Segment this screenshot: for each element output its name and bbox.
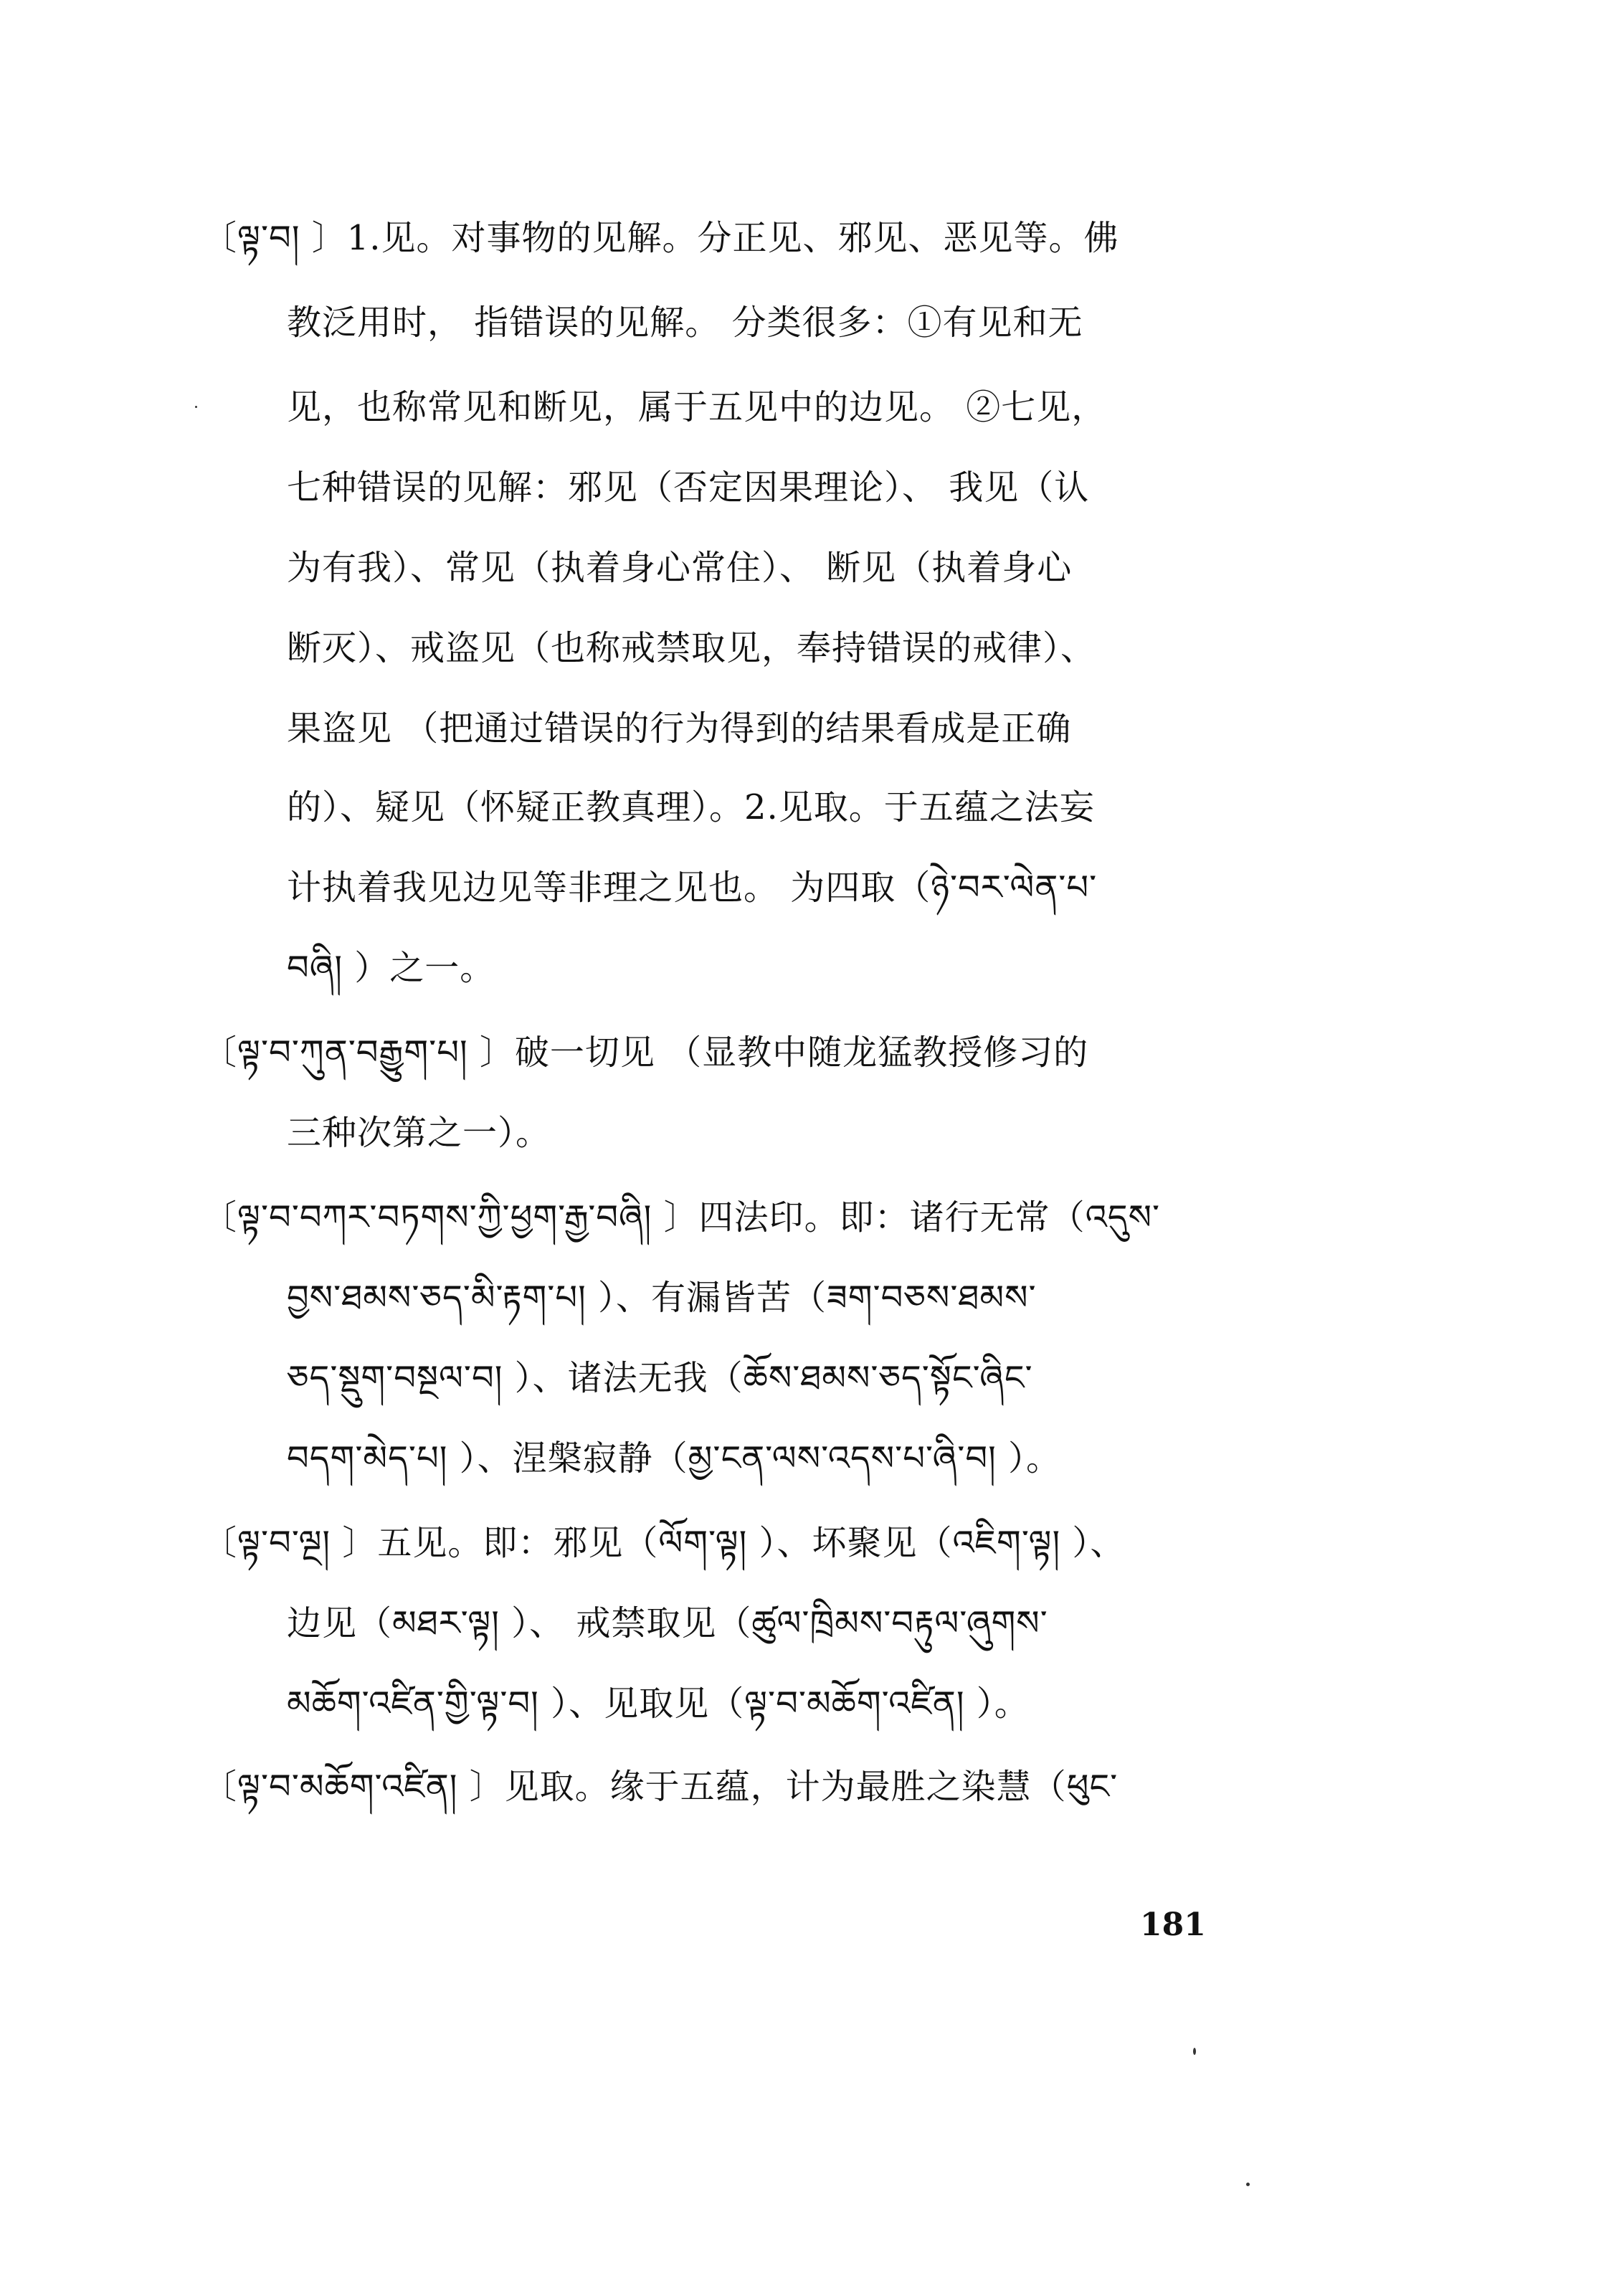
page-number: 181 <box>1140 1907 1206 1943</box>
entry-1-line-3: 见，也称常见和断见，属于五见中的边见。 ②七见， <box>287 387 1107 427</box>
entry-1-line-8: 的）、疑见（怀疑正教真理）。2.见取。于五蕴之法妄 <box>287 787 1095 827</box>
entry-1-line-5: 为有我）、常见（执着身心常住）、 断见（执着身心 <box>287 548 1073 588</box>
entry-1-line-4: 七种错误的见解：邪见（否定因果理论）、 我见（认 <box>287 467 1090 508</box>
entry-1-line-10: བཞི། ）之一。 <box>287 948 495 988</box>
scan-speck <box>1246 2183 1250 2186</box>
entry-2-line-2: 三种次第之一）。 <box>287 1113 551 1153</box>
entry-4-line-2: 边见（མཐར་ལྟ། ）、 戒禁取见（ཚུལ་ཁྲིམས་བརྟུལ་ཞུགས་ <box>287 1603 1048 1643</box>
entry-5-headword-line: 〔ལྟ་བ་མཆོག་འཛིན། 〕见取。缘于五蕴，计为最胜之染慧（ཕུང་ <box>202 1767 1119 1807</box>
entry-3-line-3: ཅད་སྡུག་བསྔལ་བ། ）、诸法无我（ཆོས་ཐམས་ཅད་སྟོང་ཞིང་ <box>287 1358 1033 1398</box>
entry-4-line-3: མཆོག་འཛིན་གྱི་ལྟ་བ། ）、见取见（ལྟ་བ་མཆོག་འཛིན། ）。 <box>287 1684 1030 1724</box>
scan-speck <box>195 406 197 408</box>
entry-1-line-2: 教泛用时， 指错误的见解。 分类很多：①有见和无 <box>287 303 1083 343</box>
entry-2-headword-line: 〔ལྟ་བ་ཀུན་བརྒྱུག་པ། 〕破一切见 （显教中随龙猛教授修习的 <box>202 1032 1089 1073</box>
entry-3-headword-line: 〔ལྟ་བ་བཀར་བཏགས་ཀྱི་ཕྱག་རྒྱ་བཞི། 〕四法印。即：诸行无常（འདུས་ <box>202 1197 1161 1238</box>
entry-1-line-9: 计执着我见边见等非理之见也。 为四取（ཉེ་བར་ལེན་པ་ <box>287 868 1098 908</box>
entry-3-line-2: བྱས་ཐམས་ཅད་མི་རྟག་པ། ）、有漏皆苦（ཟག་བཅས་ཐམས་ <box>287 1278 1037 1318</box>
entry-1-line-6: 断灭）、戒盗见（也称戒禁取见，奉持错误的戒律）、 <box>287 628 1096 668</box>
entry-3-line-4: བདག་མེད་པ། ）、涅槃寂静（མྱ་ངན་ལས་འདས་པ་ཞི་བ། ）。 <box>287 1438 1062 1478</box>
entry-1-line-7: 果盗见 （把通过错误的行为得到的结果看成是正确 <box>287 708 1072 749</box>
entry-1-headword-line: 〔ལྟ་བ། 〕1.见。对事物的见解。分正见、邪见、恶见等。佛 <box>202 218 1119 258</box>
entry-4-headword-line: 〔ལྟ་བ་ལྔ། 〕五见。即：邪见（ལོག་ལྟ། ）、坏聚见（འཇིག་ལྟ། ）、 <box>202 1523 1126 1563</box>
scan-speck <box>1193 2048 1196 2055</box>
